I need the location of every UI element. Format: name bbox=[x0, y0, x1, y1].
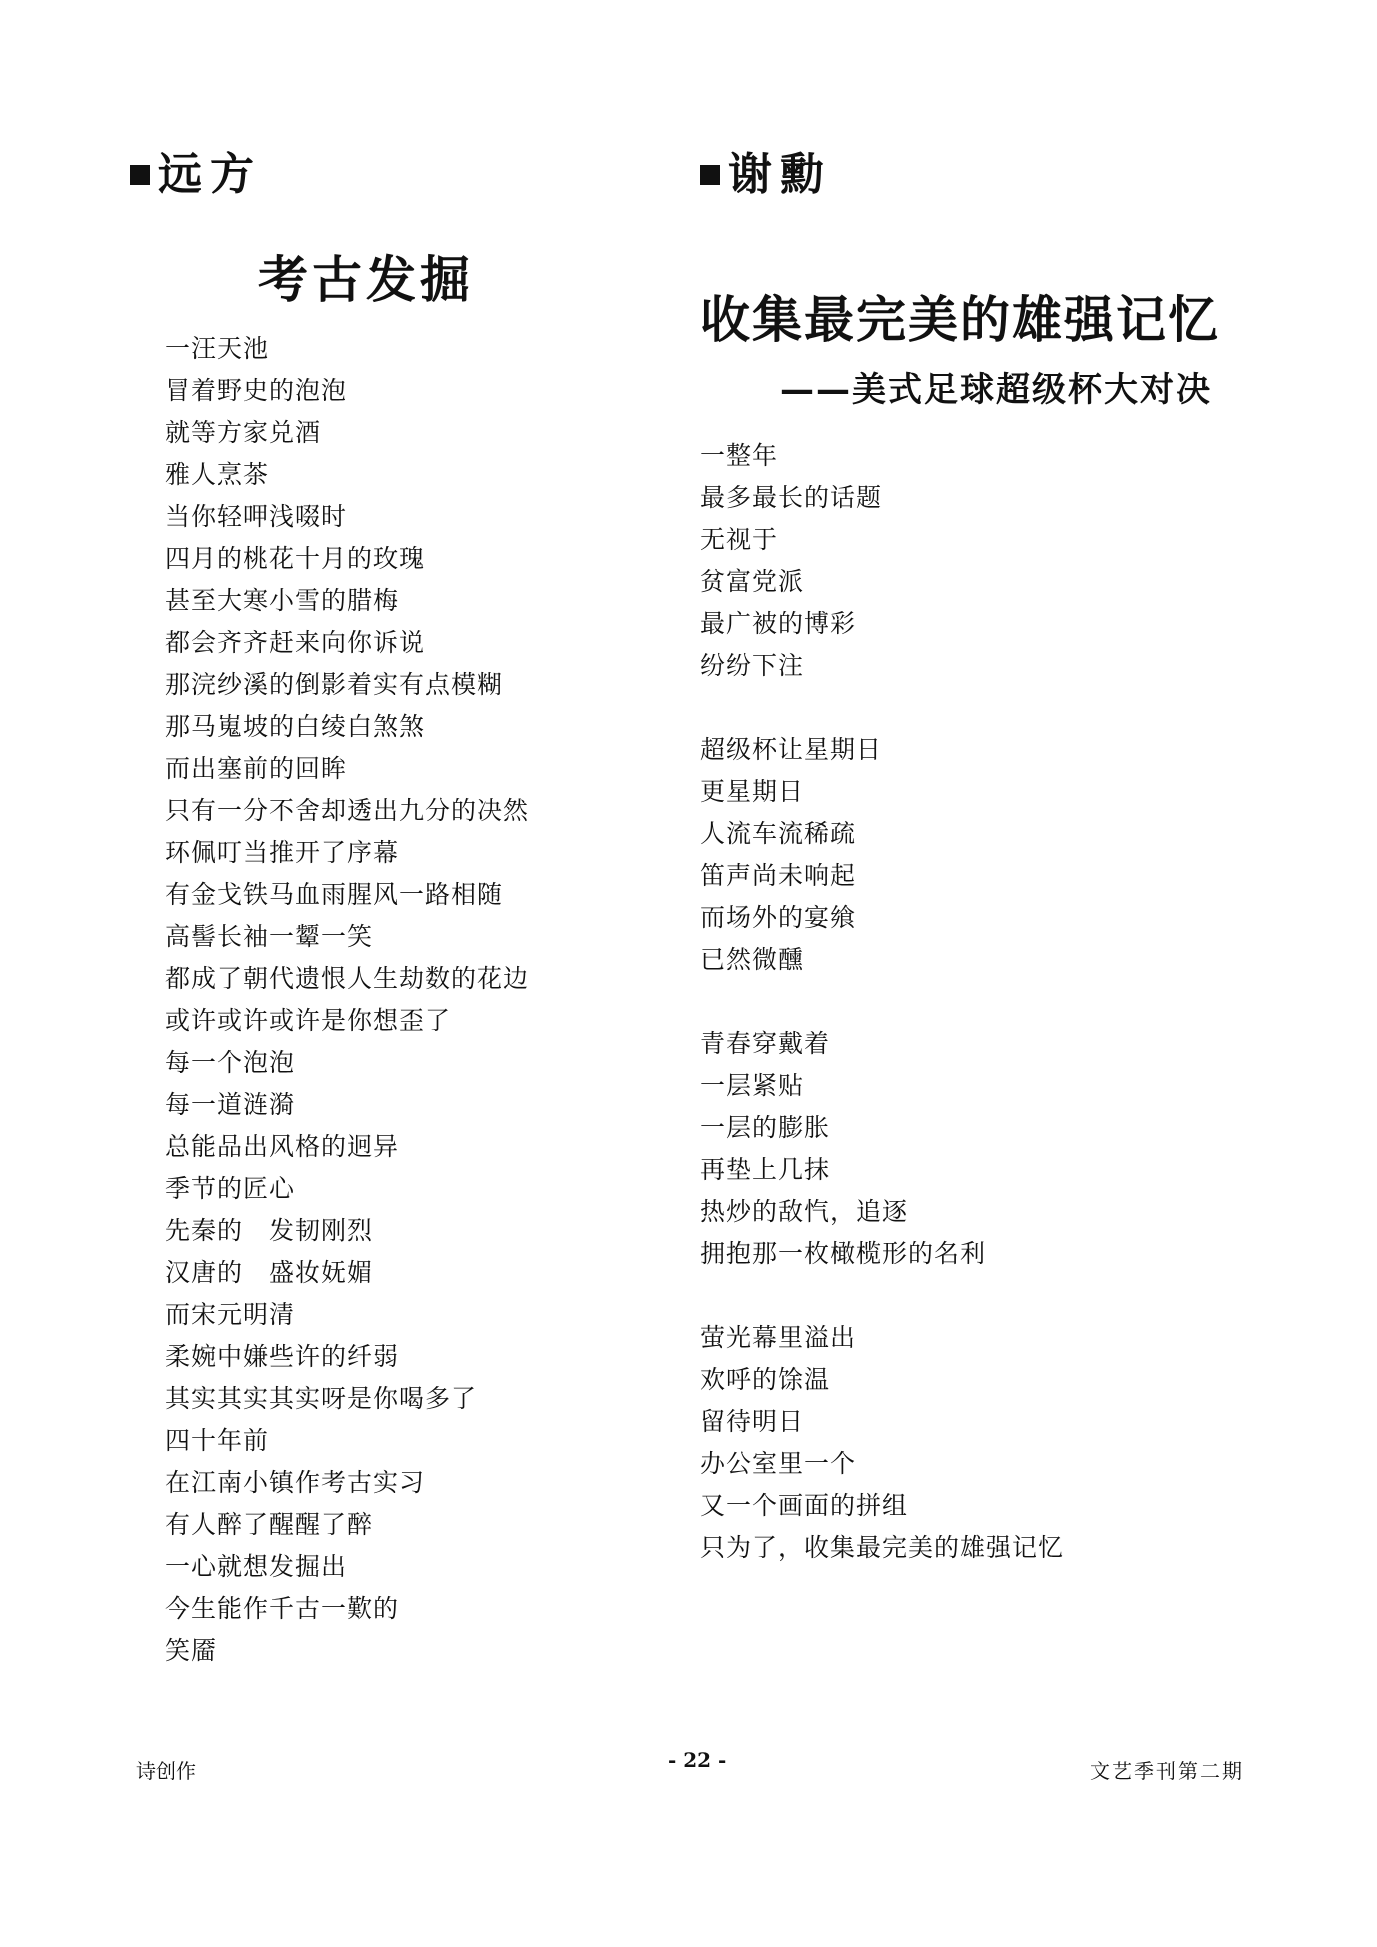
poem-line: 贫富党派 bbox=[700, 567, 805, 596]
right-author-name: 谢勳 bbox=[728, 149, 832, 200]
poem-line: 无视于 bbox=[700, 525, 779, 554]
poem-line: 已然微醺 bbox=[700, 945, 805, 974]
poem-line: 超级杯让星期日 bbox=[700, 735, 883, 764]
right-poem bbox=[700, 140, 1260, 1562]
stanza-break bbox=[700, 1275, 1064, 1317]
publication-name: 文艺季刊第二期 bbox=[1090, 1759, 1244, 1783]
poem-line: 季节的匠心 bbox=[165, 1174, 296, 1203]
poem-line: 高髻长袖一颦一笑 bbox=[165, 922, 374, 951]
poem-line: 最广被的博彩 bbox=[700, 609, 857, 638]
stanza-break bbox=[700, 981, 1064, 1023]
poem-line: 其实其实其实呀是你喝多了 bbox=[165, 1384, 478, 1413]
poem-line: 在江南小镇作考古实习 bbox=[165, 1468, 426, 1497]
poem-line: 四月的桃花十月的玫瑰 bbox=[165, 544, 426, 573]
page-number: - 22 - bbox=[668, 1748, 727, 1772]
poem-line: 拥抱那一枚橄榄形的名利 bbox=[700, 1239, 987, 1268]
poem-line: 欢呼的馀温 bbox=[700, 1365, 831, 1394]
right-poem-lines bbox=[700, 435, 1064, 1569]
left-poem bbox=[130, 140, 690, 1665]
poem-line: 先秦的 发韧刚烈 bbox=[165, 1216, 374, 1245]
poem-line: 最多最长的话题 bbox=[700, 483, 883, 512]
poem-line: 每一道涟漪 bbox=[165, 1090, 296, 1119]
poem-line: 萤光幕里溢出 bbox=[700, 1323, 857, 1352]
poem-line: 再垫上几抹 bbox=[700, 1155, 831, 1184]
poem-line: 笑靥 bbox=[165, 1636, 218, 1665]
right-author bbox=[700, 140, 1260, 200]
poem-line: 就等方家兑酒 bbox=[165, 418, 322, 447]
poem-line: 纷纷下注 bbox=[700, 651, 805, 680]
poem-line: 更星期日 bbox=[700, 777, 805, 806]
poem-line: 每一个泡泡 bbox=[165, 1048, 296, 1077]
poem-line: 青春穿戴着 bbox=[700, 1029, 831, 1058]
poem-line: 都会齐齐赶来向你诉说 bbox=[165, 628, 426, 657]
square-bullet-icon bbox=[130, 165, 150, 185]
poem-line: 有金戈铁马血雨腥风一路相随 bbox=[165, 880, 504, 909]
poem-line: 只为了，收集最完美的雄强记忆 bbox=[700, 1533, 1065, 1562]
poem-line: 当你轻呷浅啜时 bbox=[165, 502, 348, 531]
poem-line: 柔婉中嫌些许的纤弱 bbox=[165, 1342, 400, 1371]
poem-line: 而宋元明清 bbox=[165, 1300, 296, 1329]
poem-line: 那浣纱溪的倒影着实有点模糊 bbox=[165, 670, 504, 699]
poem-line: 又一个画面的拼组 bbox=[700, 1491, 909, 1520]
poem-line: 雅人烹茶 bbox=[165, 460, 270, 489]
poem-line: 一汪天池 bbox=[165, 334, 270, 363]
poem-line: 留待明日 bbox=[700, 1407, 805, 1436]
poem-line: 冒着野史的泡泡 bbox=[165, 376, 348, 405]
poem-line: 一心就想发掘出 bbox=[165, 1552, 348, 1581]
left-poem-title: 考古发掘 bbox=[258, 251, 474, 309]
poem-line: 汉唐的 盛妆妩媚 bbox=[165, 1258, 374, 1287]
poem-line: 都成了朝代遗恨人生劫数的花边 bbox=[165, 964, 530, 993]
poem-line: 而出塞前的回眸 bbox=[165, 754, 348, 783]
poem-line: 总能品出风格的迥异 bbox=[165, 1132, 400, 1161]
poem-line: 那马嵬坡的白绫白煞煞 bbox=[165, 712, 426, 741]
poem-line: 办公室里一个 bbox=[700, 1449, 857, 1478]
poem-line: 环佩叮当推开了序幕 bbox=[165, 838, 400, 867]
footer-section-label: 诗创作 bbox=[136, 1759, 196, 1783]
poem-line: 今生能作千古一歎的 bbox=[165, 1594, 400, 1623]
right-poem-title: 收集最完美的雄强记忆 bbox=[700, 291, 1220, 349]
poem-line: 热炒的敌忾，追逐 bbox=[700, 1197, 909, 1226]
stanza-break bbox=[700, 687, 1064, 729]
poem-line: 一层紧贴 bbox=[700, 1071, 805, 1100]
poem-line: 笛声尚未响起 bbox=[700, 861, 857, 890]
right-poem-subtitle: ——美式足球超级杯大对决 bbox=[780, 370, 1212, 410]
poem-line: 有人醉了醒醒了醉 bbox=[165, 1510, 374, 1539]
left-poem-lines bbox=[165, 328, 529, 1672]
poem-line: 而场外的宴飨 bbox=[700, 903, 857, 932]
poem-line: 四十年前 bbox=[165, 1426, 270, 1455]
poem-line: 一层的膨胀 bbox=[700, 1113, 831, 1142]
poem-line: 或许或许或许是你想歪了 bbox=[165, 1006, 452, 1035]
poem-line: 一整年 bbox=[700, 441, 779, 470]
square-bullet-icon bbox=[700, 165, 720, 185]
left-author-name: 远方 bbox=[158, 149, 262, 200]
left-author bbox=[130, 140, 690, 200]
poem-line: 甚至大寒小雪的腊梅 bbox=[165, 586, 400, 615]
poem-line: 人流车流稀疏 bbox=[700, 819, 857, 848]
poem-line: 只有一分不舍却透出九分的决然 bbox=[165, 796, 530, 825]
